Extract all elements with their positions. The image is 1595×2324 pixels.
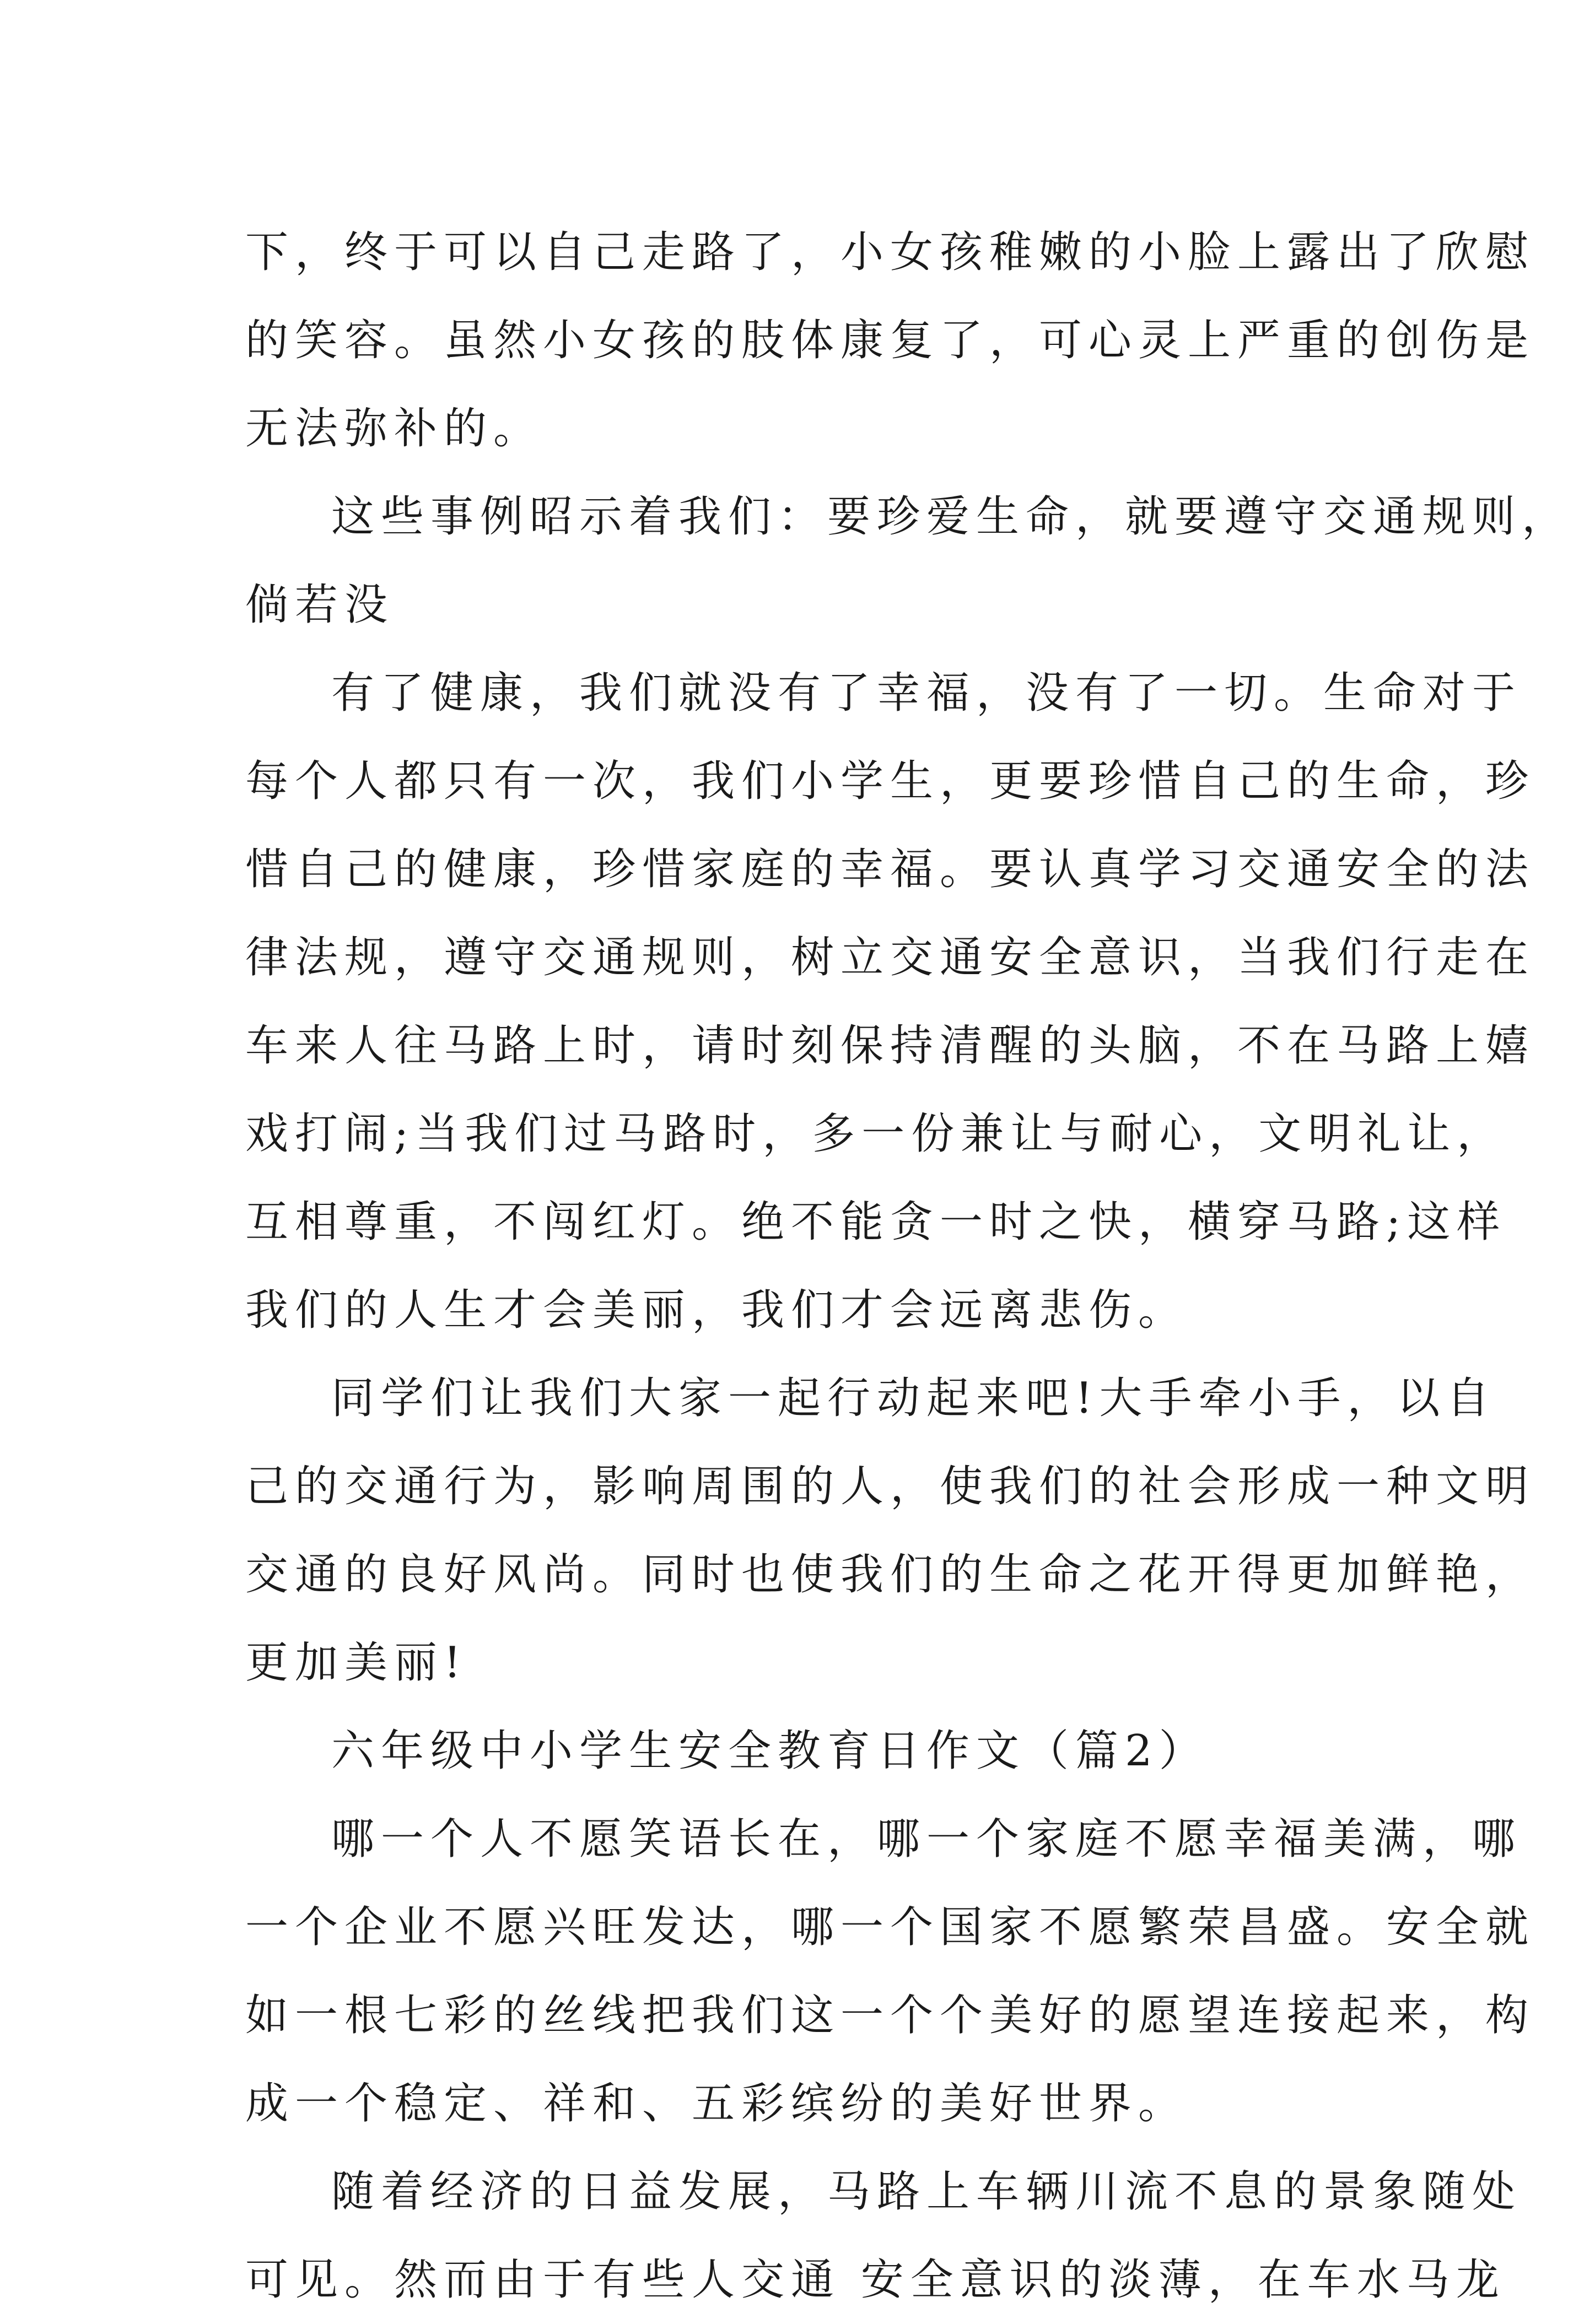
text-line-24: 可见。然而由于有些人交通 安全意识的淡薄，在车水马龙 [245, 2255, 1506, 2305]
text-line-9: 律法规，遵守交通规则，树立交通安全意识，当我们行走在 [245, 933, 1535, 982]
text-line-3: 无法弥补的。 [245, 404, 543, 453]
text-line-15: 己的交通行为，影响周围的人，使我们的社会形成一种文明 [245, 1462, 1535, 1511]
text-line-6: 有了健康，我们就没有了幸福，没有了一切。生命对于 [331, 668, 1522, 718]
text-line-5: 倘若没 [245, 580, 395, 630]
text-line-19: 哪一个人不愿笑语长在，哪一个家庭不愿幸福美满，哪 [331, 1814, 1522, 1864]
text-line-1: 下，终于可以自己走路了，小女孩稚嫩的小脸上露出了欣慰 [245, 228, 1535, 277]
document-body [245, 208, 1572, 2324]
text-line-2: 的笑容。虽然小女孩的肢体康复了，可心灵上严重的创伤是 [245, 316, 1535, 365]
text-line-12: 互相尊重，不闯红灯。绝不能贪一时之快，横穿马路;这样 [245, 1197, 1507, 1247]
text-line-11: 戏打闹;当我们过马路时，多一份兼让与耐心，文明礼让， [245, 1109, 1507, 1159]
section-heading: 六年级中小学生安全教育日作文（篇2） [331, 1726, 1209, 1776]
text-line-17: 更加美丽! [245, 1638, 468, 1688]
text-line-22: 成一个稳定、祥和、五彩缤纷的美好世界。 [245, 2079, 1188, 2128]
text-line-16: 交通的良好风尚。同时也使我们的生命之花开得更加鲜艳， [245, 1550, 1535, 1599]
text-line-23: 随着经济的日益发展，马路上车辆川流不息的景象随处 [331, 2167, 1522, 2217]
text-line-4: 这些事例昭示着我们：要珍爱生命，就要遵守交通规则， [331, 492, 1572, 542]
text-line-13: 我们的人生才会美丽，我们才会远离悲伤。 [245, 1285, 1188, 1335]
text-line-10: 车来人往马路上时，请时刻保持清醒的头脑，不在马路上嬉 [245, 1021, 1535, 1071]
text-line-21: 如一根七彩的丝线把我们这一个个美好的愿望连接起来，构 [245, 1991, 1535, 2040]
text-line-14: 同学们让我们大家一起行动起来吧!大手牵小手，以自 [331, 1374, 1496, 1423]
text-line-7: 每个人都只有一次，我们小学生，更要珍惜自己的生命，珍 [245, 756, 1535, 806]
text-line-8: 惜自己的健康，珍惜家庭的幸福。要认真学习交通安全的法 [245, 845, 1535, 894]
text-line-20: 一个企业不愿兴旺发达，哪一个国家不愿繁荣昌盛。安全就 [245, 1903, 1535, 1952]
